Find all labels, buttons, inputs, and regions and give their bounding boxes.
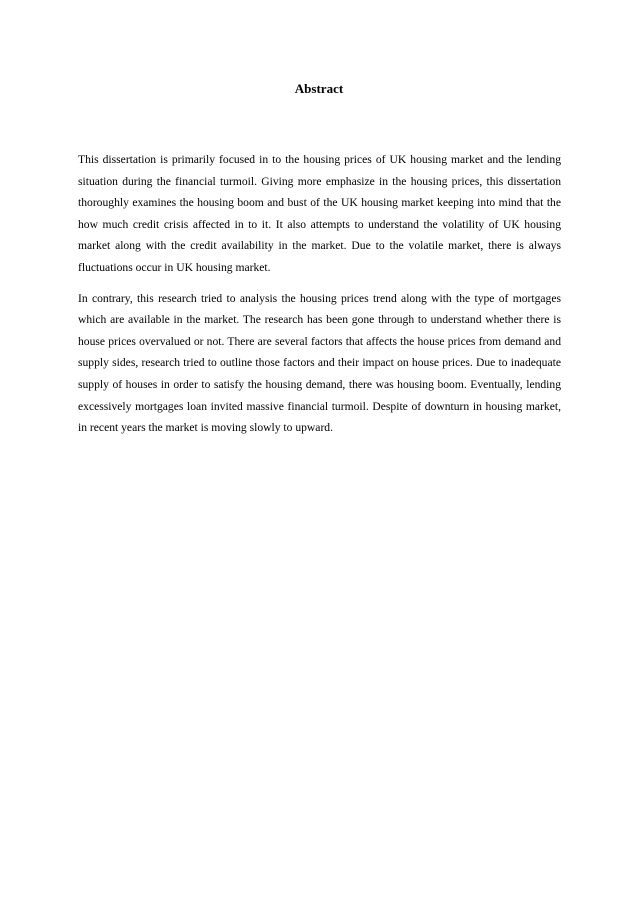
abstract-paragraph-2: In contrary, this research tried to analysis the housing prices trend along with the type of mortgages which are available in the market. The research has been gone through to understand whether there is house prices overvalued or not. There are several factors that affects the house prices from demand and supply sides, research tried to outline those factors and their impact on house prices. Due to inadequate supply of houses in order to satisfy the housing demand, there was housing boom. Eventually, lending excessively mortgages loan invited massive financial turmoil. Despite of downturn in housing market, in recent years the market is moving slowly to upward.	[78, 291, 561, 435]
abstract-paragraph-1: This dissertation is primarily focused in to the housing prices of UK housing market and the lending situation during the financial turmoil. Giving more emphasize in the housing prices, this dissertation thoroughly examines the housing boom and bust of the UK housing market keeping into mind that the how much credit crisis affected in to it. It also attempts to understand the volatility of UK housing market along with the credit availability in the market. Due to the volatile market, there is always fluctuations occur in UK housing market.	[78, 153, 561, 274]
page-title: Abstract	[294, 81, 344, 96]
abstract-body	[78, 149, 561, 448]
